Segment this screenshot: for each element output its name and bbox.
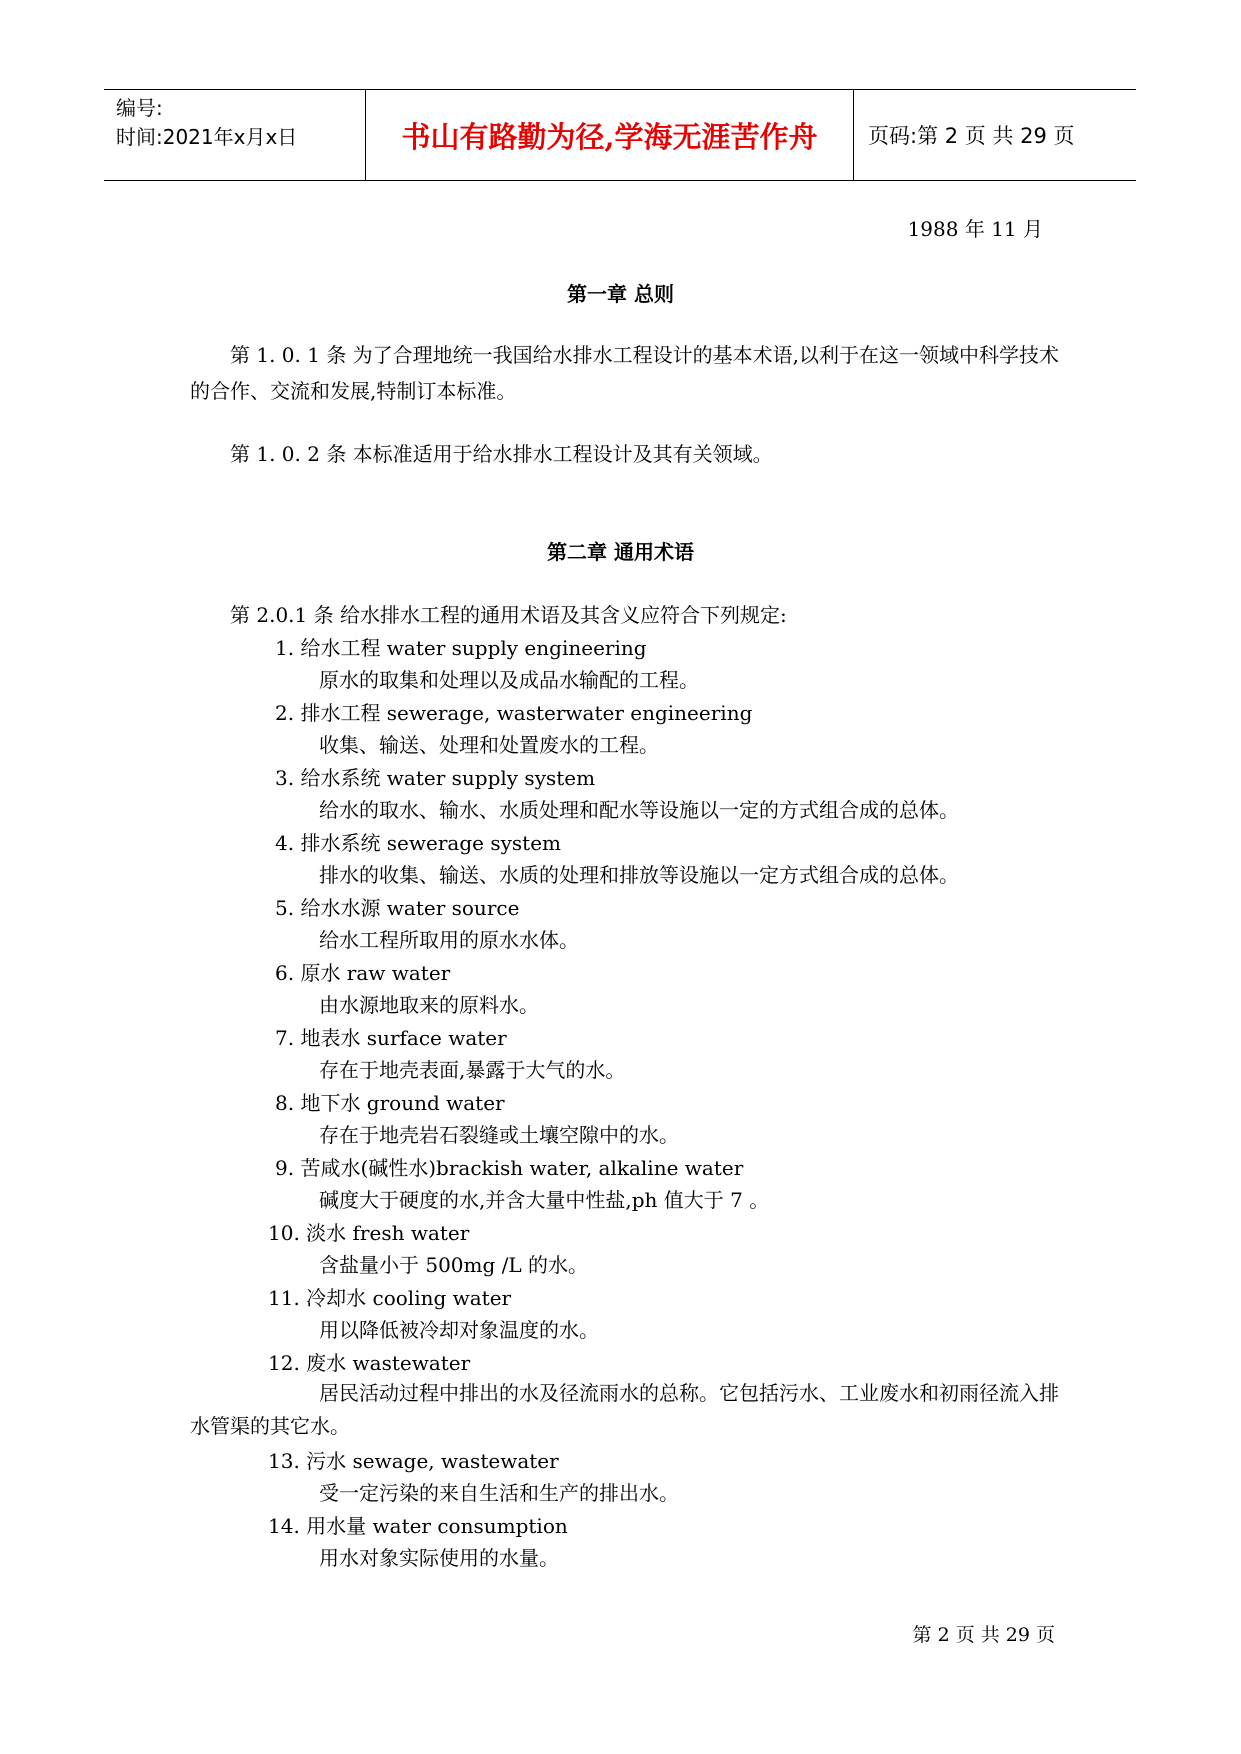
term-12-definition: 居民活动过程中排出的水及径流雨水的总称。它包括污水、工业废水和初雨径流入排水管渠的其它水。	[190, 1381, 1059, 1438]
term-6-heading: 6. 原水 raw water	[275, 961, 451, 985]
term-12-heading: 12. 废水 wastewater	[268, 1351, 471, 1375]
term-2-definition: 收集、输送、处理和处置废水的工程。	[319, 733, 659, 757]
term-6-definition: 由水源地取来的原料水。	[319, 993, 539, 1017]
publish-date: 1988 年 11 月	[907, 217, 1043, 241]
term-4-definition: 排水的收集、输送、水质的处理和排放等设施以一定方式组合成的总体。	[319, 863, 959, 887]
article-1-0-1: 第 1. 0. 1 条 为了合理地统一我国给水排水工程设计的基本术语,以利于在这一领域中科学技术的合作、交流和发展,特制订本标准。	[190, 343, 1060, 403]
header-page-label: 页码:第 2 页 共 29 页	[868, 124, 1075, 148]
term-8-definition: 存在于地壳岩石裂缝或土壤空隙中的水。	[319, 1123, 679, 1147]
term-11-definition: 用以降低被冷却对象温度的水。	[319, 1318, 599, 1342]
chapter2-title: 第二章 通用术语	[547, 540, 694, 564]
article-1-0-2: 第 1. 0. 2 条 本标准适用于给水排水工程设计及其有关领域。	[230, 442, 773, 466]
term-5-heading: 5. 给水水源 water source	[275, 896, 520, 920]
document-header	[104, 89, 1136, 181]
serial-label: 编号:	[116, 96, 163, 120]
term-13-heading: 13. 污水 sewage, wastewater	[268, 1449, 559, 1473]
term-4-heading: 4. 排水系统 sewerage system	[275, 831, 561, 855]
chapter1-title: 第一章 总则	[567, 282, 674, 306]
term-3-heading: 3. 给水系统 water supply system	[275, 766, 596, 790]
term-7-heading: 7. 地表水 surface water	[275, 1026, 507, 1050]
term-10-definition: 含盐量小于 500mg /L 的水。	[319, 1253, 589, 1277]
term-13-definition: 受一定污染的来自生活和生产的排出水。	[319, 1481, 679, 1505]
page-footer: 第 2 页 共 29 页	[912, 1624, 1055, 1646]
term-1-heading: 1. 给水工程 water supply engineering	[275, 636, 647, 660]
term-7-definition: 存在于地壳表面,暴露于大气的水。	[319, 1058, 626, 1082]
header-motto: 书山有路勤为径,学海无涯苦作舟	[366, 90, 854, 180]
term-2-heading: 2. 排水工程 sewerage, wasterwater engineering	[275, 701, 753, 725]
article-2-0-1: 第 2.0.1 条 给水排水工程的通用术语及其含义应符合下列规定:	[230, 603, 787, 627]
header-info-cell	[104, 90, 366, 180]
term-3-definition: 给水的取水、输水、水质处理和配水等设施以一定的方式组合成的总体。	[319, 798, 959, 822]
term-8-heading: 8. 地下水 ground water	[275, 1091, 505, 1115]
term-10-heading: 10. 淡水 fresh water	[268, 1221, 470, 1245]
term-5-definition: 给水工程所取用的原水水体。	[319, 928, 579, 952]
term-9-heading: 9. 苦咸水(碱性水)brackish water, alkaline water	[275, 1156, 744, 1180]
term-1-definition: 原水的取集和处理以及成品水输配的工程。	[319, 668, 699, 692]
term-14-heading: 14. 用水量 water consumption	[268, 1514, 568, 1538]
term-9-definition: 碱度大于硬度的水,并含大量中性盐,ph 值大于 7 。	[319, 1188, 770, 1212]
time-label: 时间:2021年x月x日	[116, 125, 298, 149]
term-11-heading: 11. 冷却水 cooling water	[268, 1286, 512, 1310]
term-14-definition: 用水对象实际使用的水量。	[319, 1546, 559, 1570]
